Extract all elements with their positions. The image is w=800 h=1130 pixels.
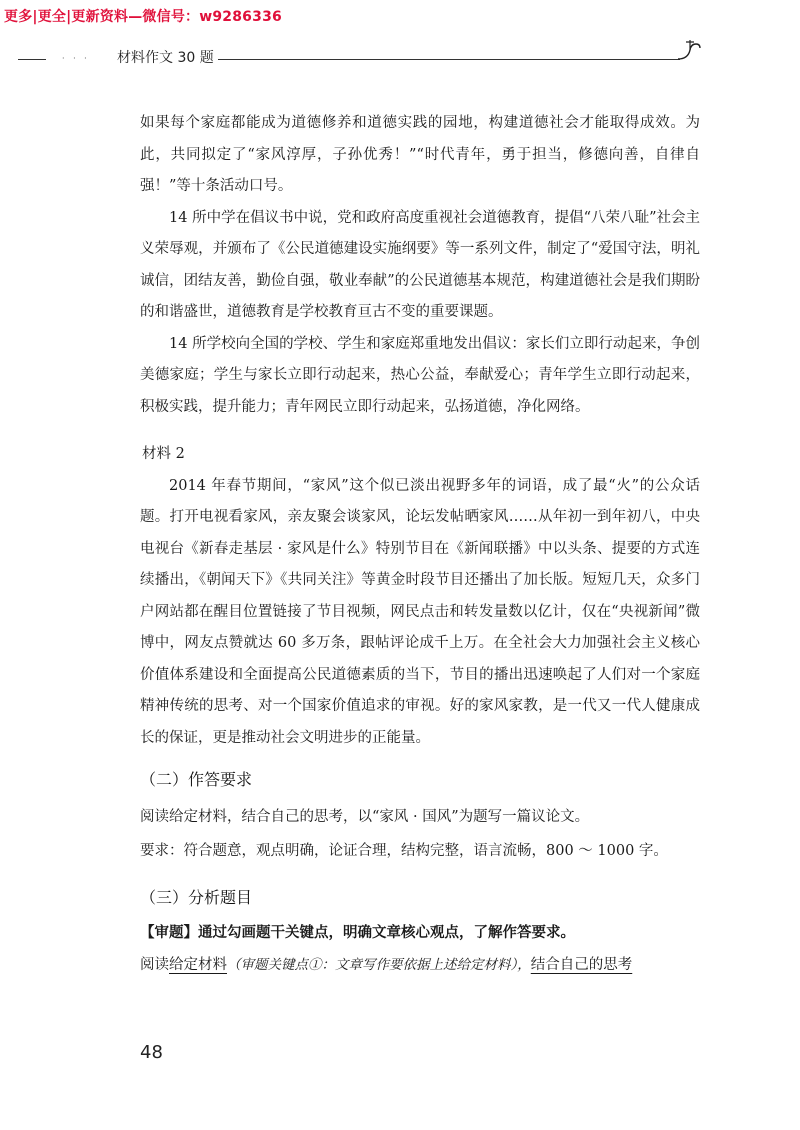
analysis-prefix: 阅读 bbox=[140, 957, 169, 973]
paragraph-1: 如果每个家庭都能成为道德修养和道德实践的园地，构建道德社会才能取得成效。为此，共同拟定了“家风淳厚，子孙优秀！”“时代青年，勇于担当，修德向善，自律自强！”等十条活动口号。 bbox=[140, 115, 700, 194]
paragraph-4: 2014 年春节期间，“家风”这个似已淡出视野多年的词语，成了最“火”的公众话题。打开电视看家风，亲友聚会谈家风，论坛发帖晒家风……从年初一到年初八，中央电视台《新春走基层 · 家风是什么》特别节目在《新闻联播》中以头条、提要的方式连续播出，《朝闻天下》《共同关注》等黄金时段节目还播出了加长版。短短几天，众多门户网站都在醒目位置链接了节目视频，网民点击和转发量数以亿计，仅在“央视新闻”微博中，网友点赞就达 60 多万条，跟帖评论成千上万。在全社会大力加强社会主义核心价值体系建设和全面提高公民道德素质的当下，节目的播出迅速唤起了人们对一个家庭精神传统的思考、对一个国家价值追求的审视。好的家风家教，是一代又一代人健康成长的保证，更是推动社会文明进步的正能量。 bbox=[140, 477, 700, 746]
analysis-line bbox=[140, 948, 700, 982]
paragraph-2: 14 所中学在倡议书中说，党和政府高度重视社会道德教育，提倡“八荣八耻”社会主义荣辱观，并颁布了《公民道德建设实施纲要》等一系列文件，制定了“爱国守法，明礼诚信，团结友善，勤俭自强，敬业奉献”的公民道德基本规范，构建道德社会是我们期盼的和谐盛世，道德教育是学校教育亘古不变的重要课题。 bbox=[140, 209, 700, 320]
watermark-text: 更多|更全|更新资料—微信号：w9286336 bbox=[4, 9, 282, 25]
section-3-heading: （三）分析题目 bbox=[140, 888, 253, 907]
review-tag: 【审题】 bbox=[140, 925, 198, 941]
requirement-line-2: 要求：符合题意，观点明确，论证合理，结构完整，语言流畅，800 ～ 1000 字。 bbox=[140, 843, 668, 859]
requirement-line-1: 阅读给定材料，结合自己的思考，以“家风 · 国风”为题写一篇议论文。 bbox=[140, 809, 590, 825]
review-line bbox=[140, 918, 700, 948]
page-body bbox=[140, 108, 700, 982]
review-text: 通过勾画题干关键点，明确文章核心观点，了解作答要求。 bbox=[198, 925, 575, 941]
paragraph-3: 14 所学校向全国的学校、学生和家庭郑重地发出倡议：家长们立即行动起来，争创美德家庭；学生与家长立即行动起来，热心公益，奉献爱心；青年学生立即行动起来，积极实践，提升能力；青年网民立即行动起来，弘扬道德，净化网络。 bbox=[140, 335, 700, 415]
material-2-label: 材料 2 bbox=[142, 446, 185, 462]
key-point-note: （审题关键点①：文章写作要依据上述给定材料）， bbox=[227, 957, 531, 973]
header-rule-right bbox=[218, 59, 680, 60]
header-ornament-icon bbox=[676, 36, 704, 64]
keyword-material: 给定材料 bbox=[169, 957, 227, 973]
page-number: 48 bbox=[140, 1042, 163, 1063]
header-rule-left bbox=[18, 59, 46, 60]
section-2-heading: （二）作答要求 bbox=[140, 770, 253, 789]
running-header-title: 材料作文 30 题 bbox=[117, 50, 214, 66]
keyword-own-thinking: 结合自己的思考 bbox=[530, 957, 633, 973]
header-dots: · · · bbox=[62, 54, 90, 63]
